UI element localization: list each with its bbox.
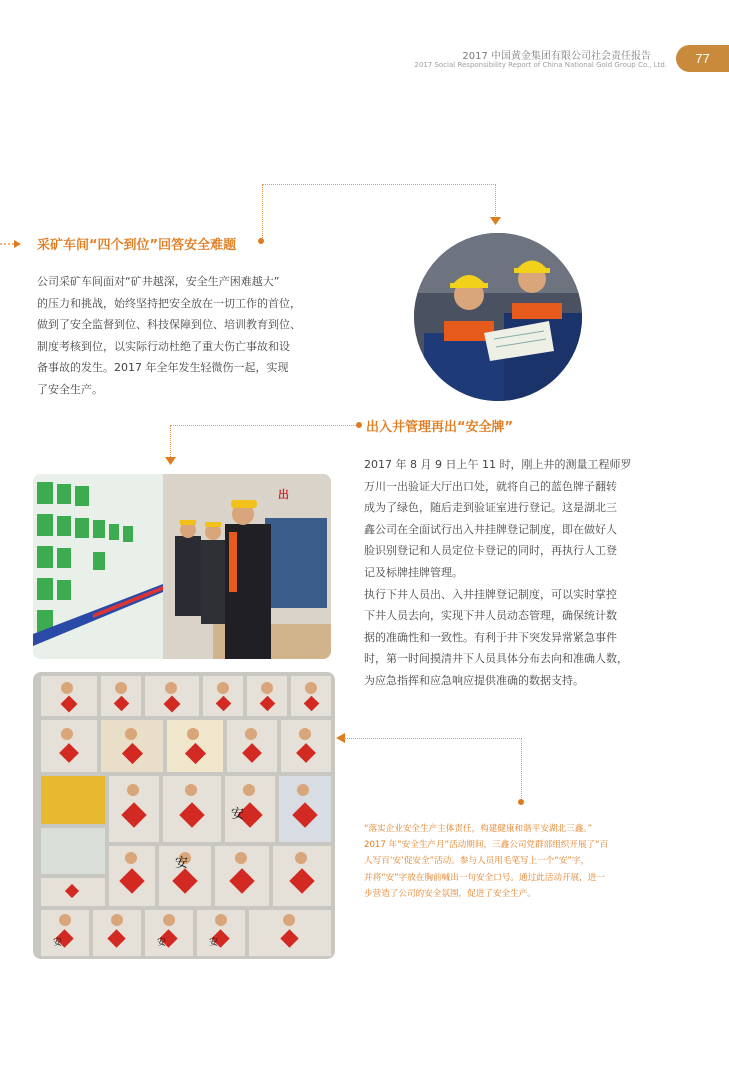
text-line: 了安全生产。	[37, 382, 103, 396]
report-title-en: 2017 Social Responsibility Report of China National Gold Group Co., Ltd.	[414, 61, 667, 69]
text-line: 万川一出验证大厅出口处，就将自己的蓝色牌子翻转	[364, 479, 617, 493]
calligraphy-character: 安	[157, 938, 167, 948]
text-line: 做到了安全监督到位、科技保障到位、培训教育到位、	[37, 318, 301, 332]
connector-line	[170, 425, 356, 426]
workers-reading-plan-photo	[414, 233, 582, 401]
caption-line: 人写百‘安’促安全”活动。参与人员用毛笔写上一个“安”字，	[364, 856, 590, 867]
connector-line	[521, 738, 522, 800]
text-line: 2017 年 8 月 9 日上午 11 时，刚上井的测量工程师罗	[364, 458, 632, 471]
registration-board-photo	[33, 474, 331, 659]
arrow-down-icon	[165, 457, 176, 465]
section1-body	[37, 271, 312, 401]
text-line: 为应急指挥和应急响应提供准确的数据支持。	[364, 673, 584, 687]
text-line: 执行下井人员出、入井挂牌登记制度，可以实时掌控	[364, 587, 617, 601]
text-line: 下井人员去向，实现下井人员动态管理，确保统计数	[364, 609, 617, 623]
text-line: 记及标牌挂牌管理。	[364, 565, 463, 579]
text-line: 备事故的发生。2017 年全年发生轻微伤一起，实现	[37, 361, 289, 375]
bullet-dot	[258, 238, 264, 244]
caption-line: 2017 年“安全生产月”活动期间，三鑫公司党群部组织开展了“百	[364, 840, 609, 851]
calligraphy-character: 安	[175, 856, 189, 871]
bullet-dot	[356, 422, 362, 428]
exit-sign-text: 出	[278, 488, 289, 501]
connector-line	[262, 184, 263, 242]
section2-body	[364, 454, 649, 692]
text-line: 脸识别登记和人员定位卡登记的同时，再执行人工登	[364, 544, 617, 558]
bullet-dot	[518, 799, 524, 805]
calligraphy-character: 安	[53, 938, 63, 948]
text-line: 据的准确性和一致性。有利于井下突发异常紧急事件	[364, 630, 617, 644]
text-line: 鑫公司在全面试行出入井挂牌登记制度，即在做好人	[364, 522, 617, 536]
connector-line	[170, 425, 171, 459]
connector-line	[344, 738, 522, 739]
collage-caption	[364, 821, 654, 902]
text-line: 的压力和挑战，始终坚持把安全放在一切工作的首位，	[37, 296, 301, 310]
section-title-mining-workshop: 采矿车间“四个到位”回答安全难题	[37, 238, 237, 253]
calligraphy-character: 安	[209, 938, 219, 948]
calligraphy-character: 安	[231, 807, 245, 822]
connector-line	[262, 184, 496, 185]
safety-calligraphy-collage-photo	[33, 672, 335, 959]
arrow-right-icon	[0, 239, 22, 249]
caption-line: 并将“安”字放在胸前喊出一句安全口号。通过此活动开展，进一	[364, 872, 605, 883]
caption-line: “落实企业安全生产主体责任，构建健康和谐平安湖北三鑫。”	[364, 824, 593, 834]
report-title-cn: 2017 中国黄金集团有限公司社会责任报告	[462, 51, 651, 62]
page-number-tab: 77	[676, 45, 729, 72]
section-title-shaft-management: 出入井管理再出“安全牌”	[366, 420, 514, 435]
text-line: 公司采矿车间面对“矿井越深，安全生产困难越大”	[37, 275, 280, 288]
arrow-down-icon	[490, 217, 501, 225]
text-line: 时，第一时间摸清井下人员具体分布去向和准确人数，	[364, 652, 628, 666]
text-line: 成为了绿色，随后走到验证室进行登记。这是湖北三	[364, 501, 617, 515]
caption-line: 步营造了公司的安全氛围，促进了安全生产。	[364, 888, 536, 899]
connector-line	[495, 184, 496, 220]
text-line: 制度考核到位，以实际行动杜绝了重大伤亡事故和设	[37, 339, 290, 353]
